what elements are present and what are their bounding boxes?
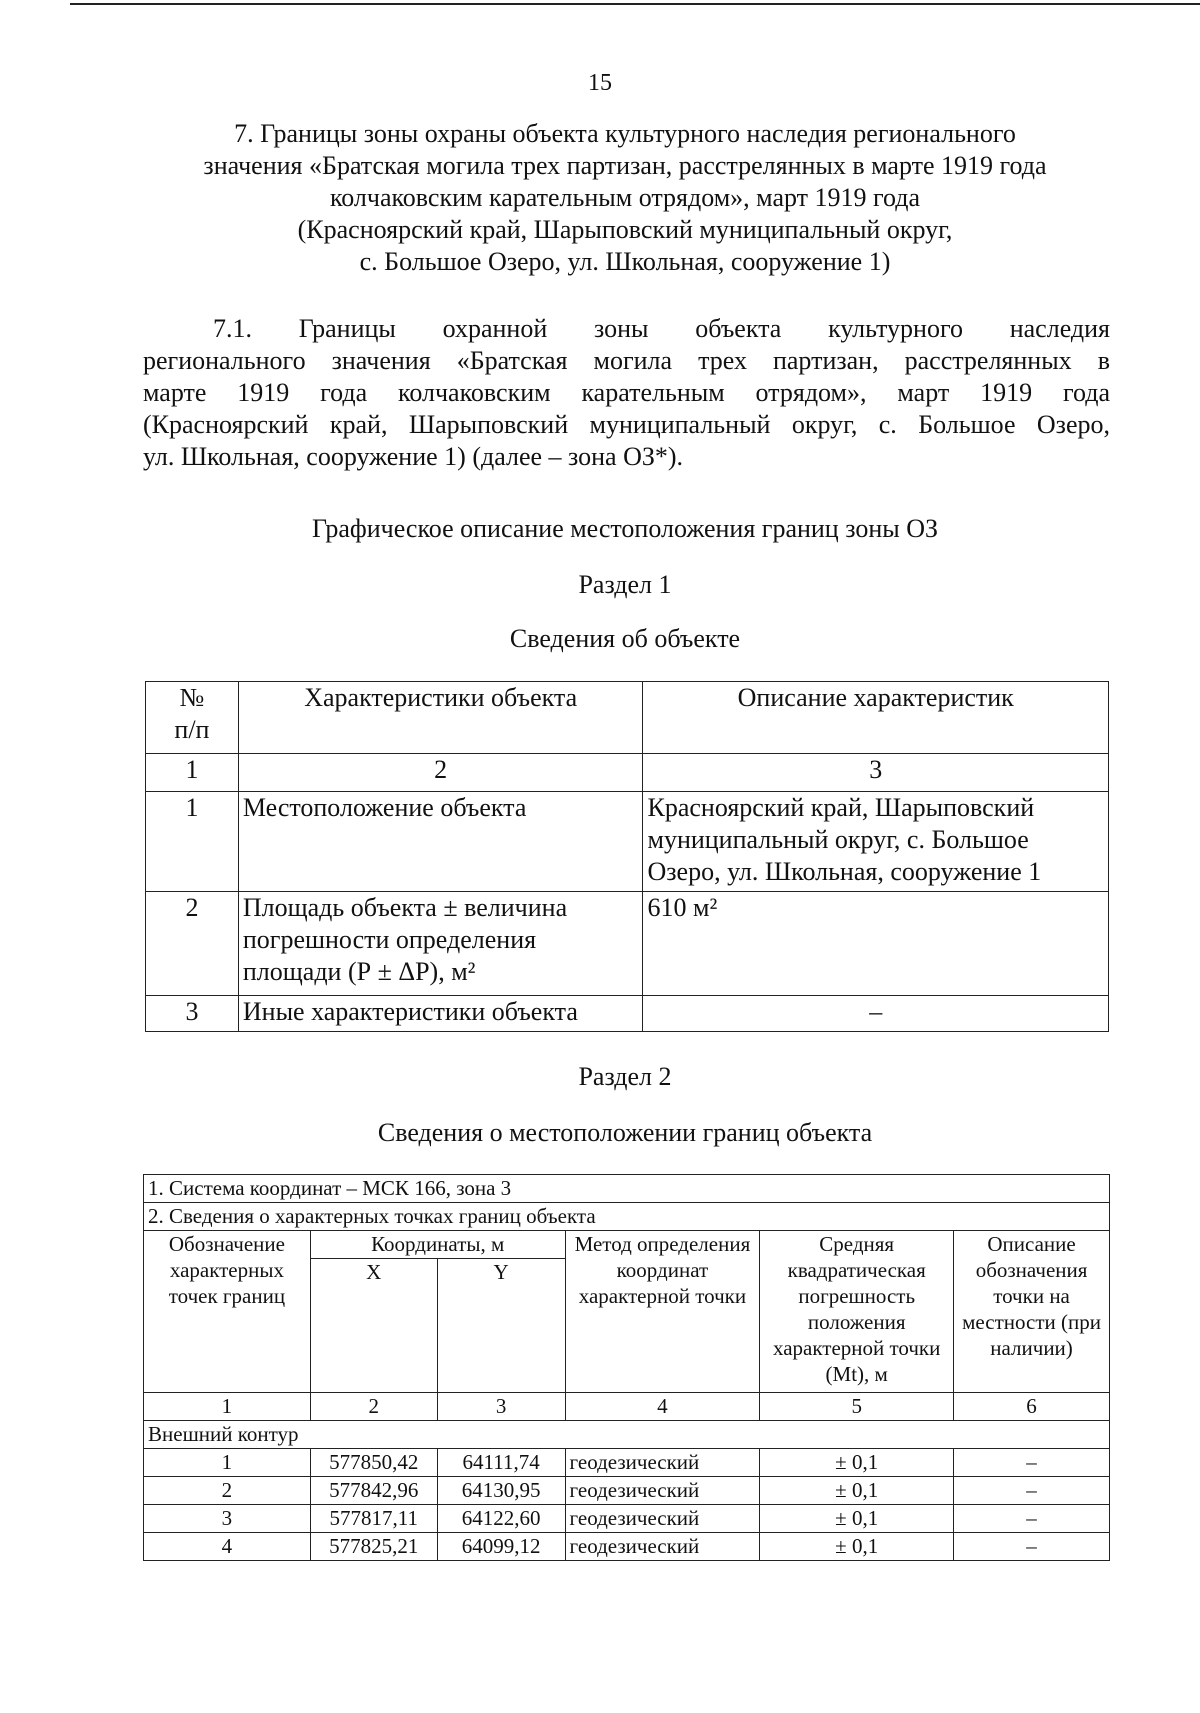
contour-label: Внешний контур xyxy=(144,1421,1110,1449)
header-y: Y xyxy=(437,1259,565,1393)
paragraph-line: 7.1. Границы охранной зоны объекта культурного наследия xyxy=(213,314,1110,343)
header-coordinates: Координаты, м xyxy=(310,1231,565,1259)
boundary-points-table xyxy=(143,1174,1110,1561)
column-number: 5 xyxy=(760,1393,954,1421)
row-number: 1 xyxy=(146,792,239,892)
header-x: X xyxy=(310,1259,437,1393)
point-number: 2 xyxy=(144,1477,311,1505)
point-method: геодезический xyxy=(565,1505,760,1533)
header-error: Средняя квадратическая погрешность положения характерной точки (Mt), м xyxy=(760,1231,954,1393)
paragraph-line: ул. Школьная, сооружение 1) (далее – зона ОЗ*). xyxy=(143,442,684,471)
point-number: 4 xyxy=(144,1533,311,1561)
table-row xyxy=(144,1449,1110,1477)
point-error: ± 0,1 xyxy=(760,1505,954,1533)
row-characteristic: Площадь объекта ± величина погрешности определения площади (Р ± ΔР), м² xyxy=(238,892,643,996)
table-row xyxy=(146,792,1109,892)
point-error: ± 0,1 xyxy=(760,1449,954,1477)
point-y: 64111,74 xyxy=(437,1449,565,1477)
point-description: – xyxy=(954,1533,1110,1561)
point-method: геодезический xyxy=(565,1533,760,1561)
row-description: 610 м² xyxy=(643,892,1109,996)
point-method: геодезический xyxy=(565,1477,760,1505)
top-border-line xyxy=(70,3,1200,5)
section1-title: Раздел 1 xyxy=(578,570,672,599)
point-y: 64130,95 xyxy=(437,1477,565,1505)
table-column-numbers-row xyxy=(144,1393,1110,1421)
column-number: 4 xyxy=(565,1393,760,1421)
point-number: 3 xyxy=(144,1505,311,1533)
section1-subtitle: Сведения об объекте xyxy=(509,624,741,653)
table-row xyxy=(144,1505,1110,1533)
row-number: 3 xyxy=(146,996,239,1032)
point-x: 577842,96 xyxy=(310,1477,437,1505)
column-number: 3 xyxy=(643,754,1109,792)
column-number: 1 xyxy=(146,754,239,792)
point-description: – xyxy=(954,1449,1110,1477)
heading-line: 7. Границы зоны охраны объекта культурного наследия регионального xyxy=(234,119,1016,148)
section2-subtitle: Сведения о местоположении границ объекта xyxy=(377,1118,873,1147)
graphic-description-title: Графическое описание местоположения границ зоны ОЗ xyxy=(311,514,939,543)
column-number: 6 xyxy=(954,1393,1110,1421)
coord-system-row xyxy=(144,1175,1110,1203)
point-y: 64099,12 xyxy=(437,1533,565,1561)
paragraph-line: регионального значения «Братская могила трех партизан, расстрелянных в xyxy=(143,346,1110,375)
section-heading xyxy=(150,118,1100,278)
row-number: 2 xyxy=(146,892,239,996)
table-row xyxy=(144,1477,1110,1505)
point-x: 577817,11 xyxy=(310,1505,437,1533)
row-characteristic: Иные характеристики объекта xyxy=(238,996,643,1032)
paragraph-7-1 xyxy=(143,313,1110,473)
row-description: Красноярский край, Шарыповский муниципальный округ, с. Большое Озеро, ул. Школьная, сооружение 1 xyxy=(643,792,1109,892)
header-characteristics: Характеристики объекта xyxy=(238,682,643,754)
paragraph-line: марте 1919 года колчаковским карательным отрядом», март 1919 года xyxy=(143,378,1110,407)
page-number: 15 xyxy=(588,70,612,96)
header-description: Описание характеристик xyxy=(643,682,1109,754)
section2-title: Раздел 2 xyxy=(578,1062,672,1091)
points-title-row xyxy=(144,1203,1110,1231)
point-description: – xyxy=(954,1505,1110,1533)
point-description: – xyxy=(954,1477,1110,1505)
table-row xyxy=(144,1533,1110,1561)
column-number: 3 xyxy=(437,1393,565,1421)
header-designation: Обозначение характерных точек границ xyxy=(144,1231,311,1393)
table-header-row xyxy=(146,682,1109,754)
column-number: 2 xyxy=(238,754,643,792)
object-info-table xyxy=(145,681,1109,1032)
coord-system: 1. Система координат – МСК 166, зона 3 xyxy=(144,1175,1110,1203)
table-header-row xyxy=(144,1231,1110,1259)
point-error: ± 0,1 xyxy=(760,1533,954,1561)
table-column-numbers-row xyxy=(146,754,1109,792)
header-point-description: Описание обозначения точки на местности (при наличии) xyxy=(954,1231,1110,1393)
heading-line: с. Большое Озеро, ул. Школьная, сооружение 1) xyxy=(359,247,891,276)
heading-line: колчаковским карательным отрядом», март 1919 года xyxy=(329,183,921,212)
table-row xyxy=(146,892,1109,996)
paragraph-line: (Красноярский край, Шарыповский муниципальный округ, с. Большое Озеро, xyxy=(143,410,1110,439)
point-y: 64122,60 xyxy=(437,1505,565,1533)
point-number: 1 xyxy=(144,1449,311,1477)
header-number: № п/п xyxy=(146,682,239,754)
header-method: Метод определения координат характерной точки xyxy=(565,1231,760,1393)
row-description: – xyxy=(643,996,1109,1032)
heading-line: (Красноярский край, Шарыповский муниципальный округ, xyxy=(297,215,953,244)
column-number: 2 xyxy=(310,1393,437,1421)
row-characteristic: Местоположение объекта xyxy=(238,792,643,892)
column-number: 1 xyxy=(144,1393,311,1421)
point-error: ± 0,1 xyxy=(760,1477,954,1505)
point-method: геодезический xyxy=(565,1449,760,1477)
table-row xyxy=(146,996,1109,1032)
heading-line: значения «Братская могила трех партизан, расстрелянных в марте 1919 года xyxy=(203,151,1047,180)
points-title: 2. Сведения о характерных точках границ объекта xyxy=(144,1203,1110,1231)
point-x: 577825,21 xyxy=(310,1533,437,1561)
point-x: 577850,42 xyxy=(310,1449,437,1477)
contour-row xyxy=(144,1421,1110,1449)
